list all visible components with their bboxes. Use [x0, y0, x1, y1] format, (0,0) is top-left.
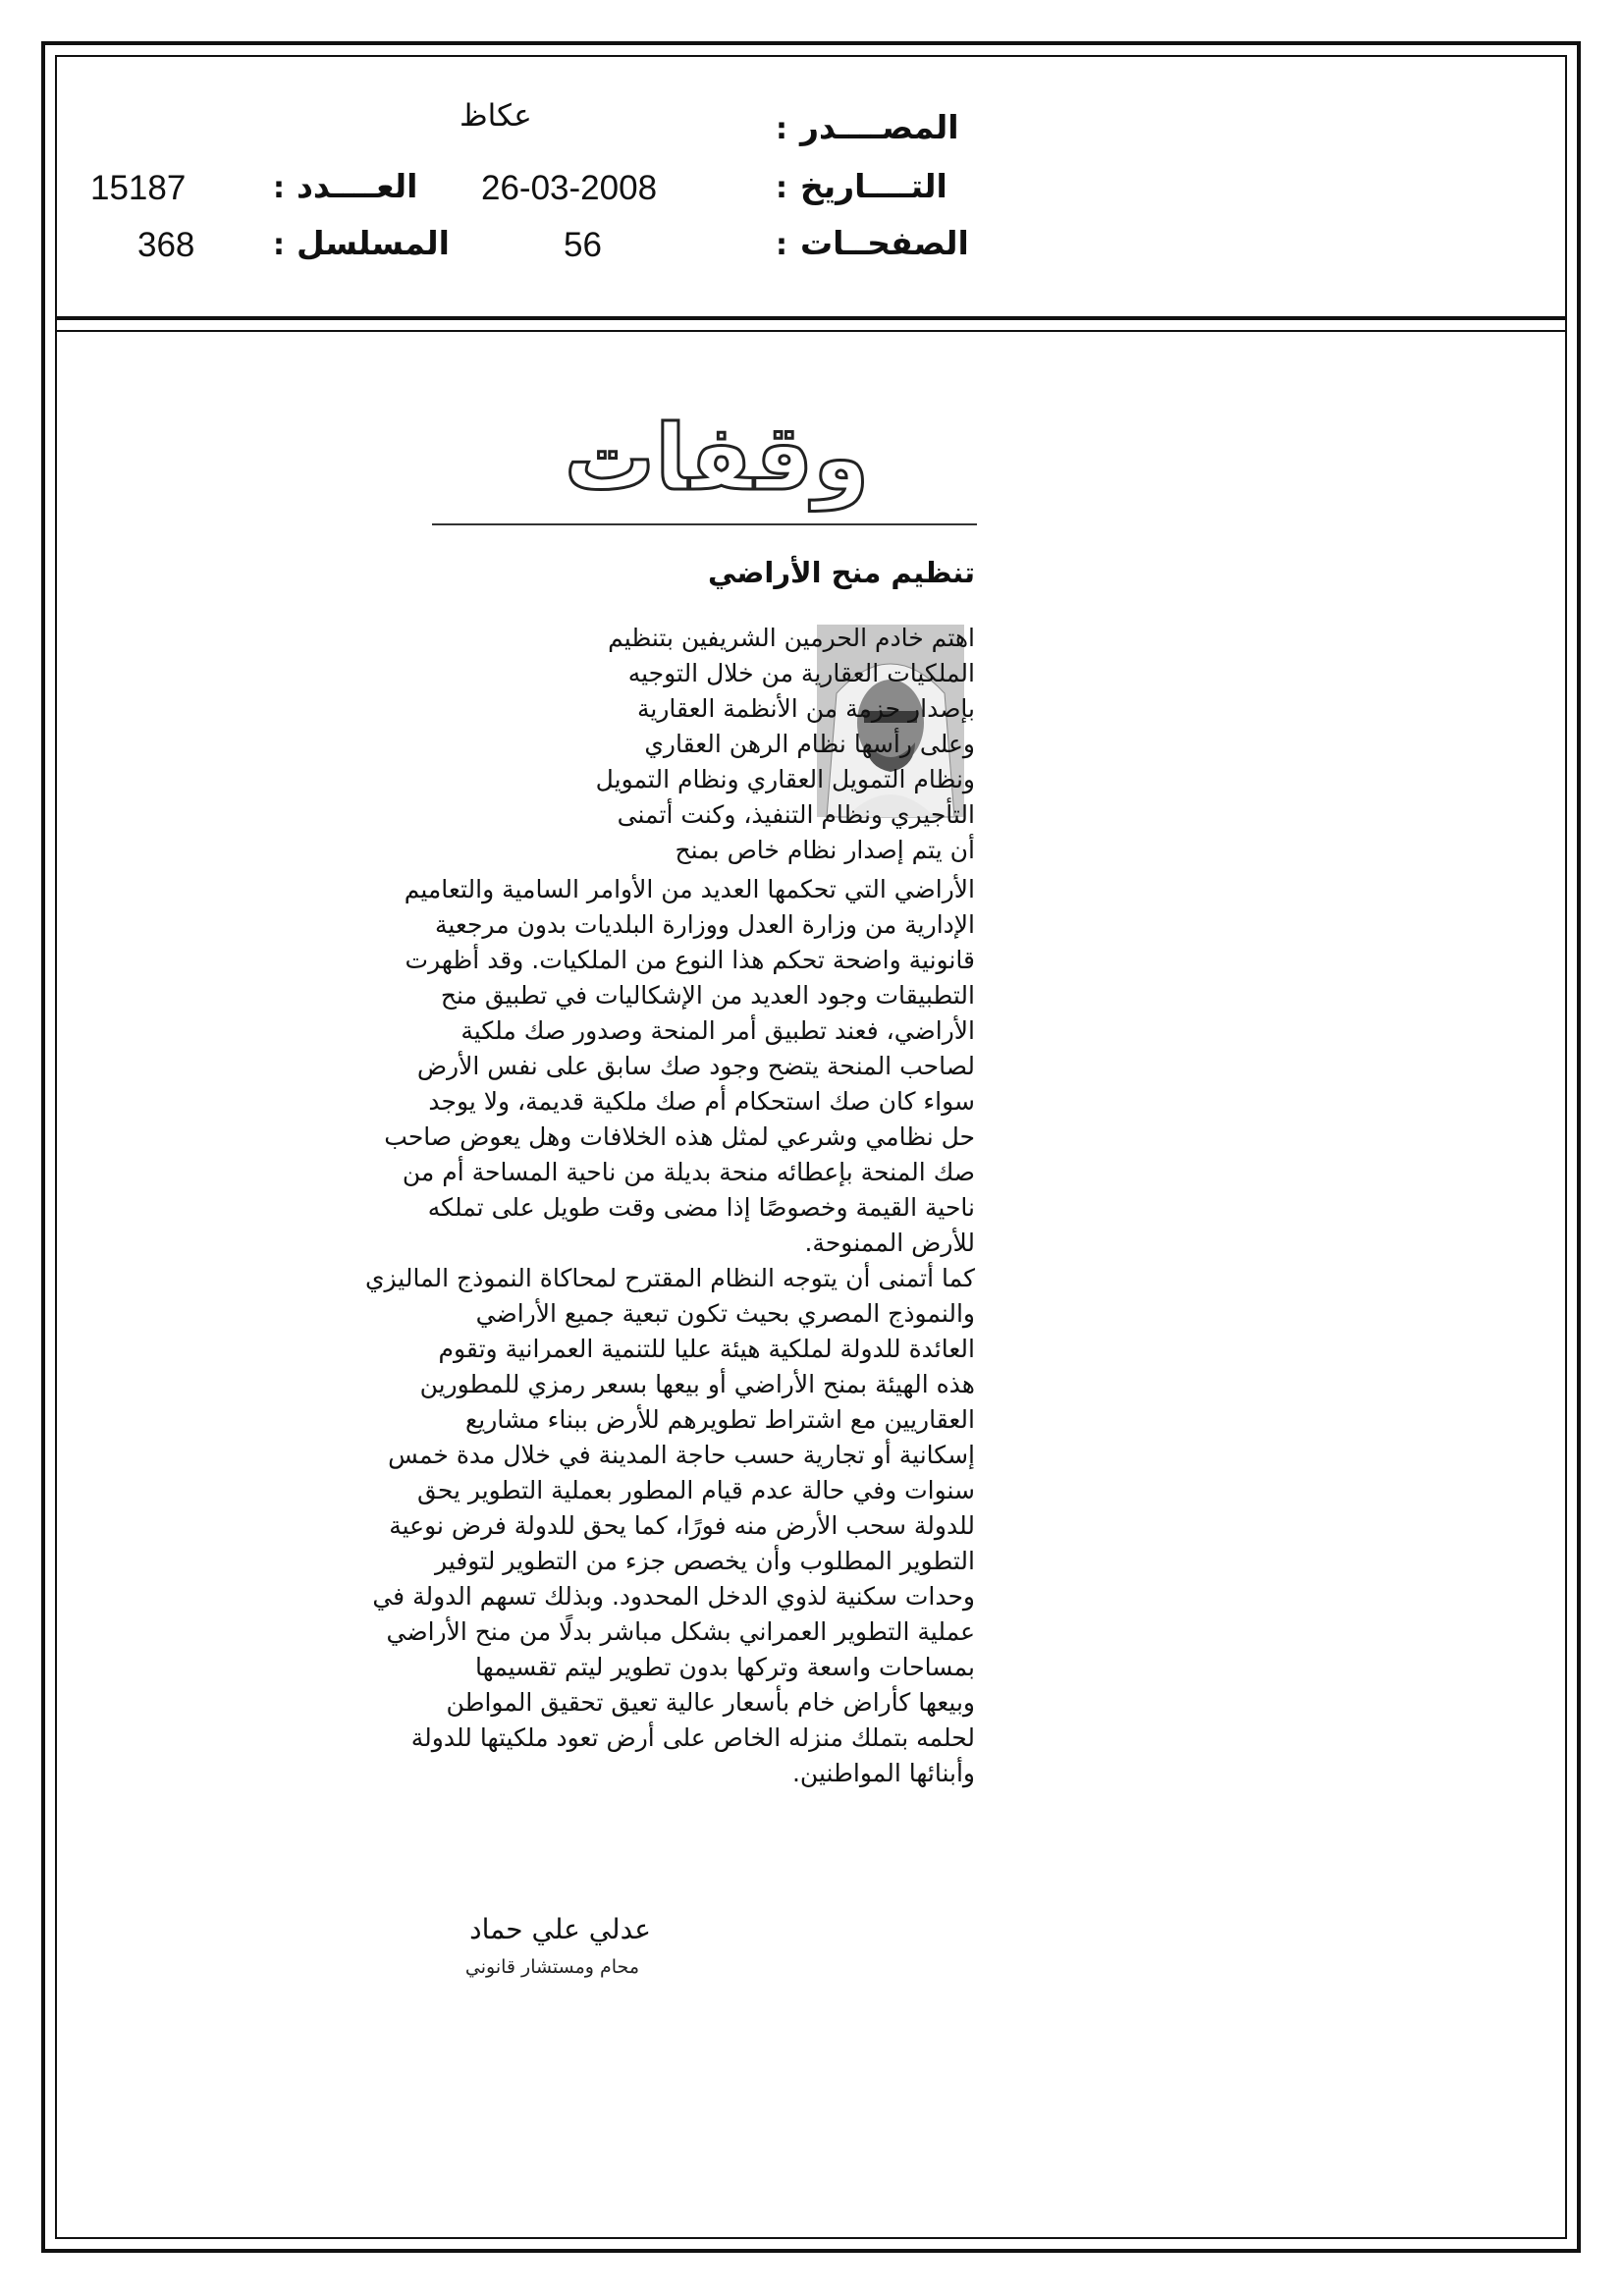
body-line: وأبنائها المواطنين. — [791, 1759, 975, 1787]
body-line: قانونية واضحة تحكم هذا النوع من الملكيات. وقد أظهرت — [405, 946, 975, 974]
pages-label: الصفحــات — [800, 224, 969, 262]
body-line: الملكيات العقارية من خلال التوجيه — [627, 659, 975, 687]
masthead-text: وقفات — [564, 406, 870, 511]
body-line: وبيعها كأراض خام بأسعار عالية تعيق تحقيق المواطن — [446, 1688, 975, 1717]
body-line: إسكانية أو تجارية حسب حاجة المدينة في خلال مدة خمس — [388, 1441, 975, 1469]
body-line: الأراضي التي تحكمها العديد من الأوامر السامية والتعاميم — [404, 875, 975, 903]
body-line: الأراضي، فعند تطبيق أمر المنحة وصدور صك ملكية — [460, 1016, 975, 1045]
article-body-wide — [365, 872, 975, 1791]
body-line: العائدة للدولة لملكية هيئة عليا للتنمية العمرانية وتقوم — [438, 1335, 975, 1363]
issue-label: العــــدد — [297, 167, 418, 205]
body-line: وحدات سكنية لذوي الدخل المحدود. وبذلك تسهم الدولة في — [372, 1582, 975, 1611]
body-line: وعلى رأسها نظام الرهن العقاري — [644, 730, 975, 758]
issue-colon: : — [273, 171, 285, 205]
body-line: لصاحب المنحة يتضح وجود صك سابق على نفس الأرض — [416, 1052, 975, 1080]
body-line: الإدارية من وزارة العدل ووزارة البلديات بدون مرجعية — [434, 910, 975, 939]
body-line: والنموذج المصري بحيث تكون تبعية جميع الأراضي — [475, 1299, 975, 1328]
body-line: عملية التطوير العمراني بشكل مباشر بدلًا من منح الأراضي — [386, 1617, 975, 1646]
body-line: بإصدار حزمة من الأنظمة العقارية — [636, 694, 975, 723]
source-label: المصــــدر — [800, 108, 959, 146]
pages-value: 56 — [564, 226, 602, 264]
date-colon: : — [776, 171, 787, 205]
source-value: عكاظ — [460, 98, 532, 133]
body-line: التطوير المطلوب وأن يخصص جزء من التطوير لتوفير — [434, 1547, 975, 1575]
body-line: ونظام التمويل العقاري ونظام التمويل — [595, 765, 975, 793]
body-line: العقاريين مع اشتراط تطويرهم للأرض ببناء مشاريع — [464, 1405, 975, 1434]
body-line: سواء كان صك استحكام أم صك ملكية قديمة، ولا يوجد — [428, 1087, 975, 1116]
body-line: التطبيقات وجود العديد من الإشكاليات في تطبيق منح — [440, 981, 975, 1010]
date-value: 26-03-2008 — [481, 169, 658, 207]
issue-value: 15187 — [90, 169, 187, 207]
pages-colon: : — [776, 228, 787, 262]
body-line: للأرض الممنوحة. — [804, 1229, 975, 1257]
source-colon: : — [776, 112, 787, 146]
body-line: كما أتمنى أن يتوجه النظام المقترح لمحاكاة النموذج الماليزي — [364, 1264, 975, 1292]
header-divider — [55, 316, 1567, 320]
body-line: بمساحات واسعة وتركها بدون تطوير ليتم تقسيمها — [475, 1653, 975, 1681]
author-role: محام ومستشار قانوني — [464, 1956, 639, 1978]
body-line: للدولة سحب الأرض منه فورًا، كما يحق للدولة فرض نوعية — [389, 1511, 975, 1540]
serial-label: المسلسل — [297, 224, 450, 262]
header-divider-thin — [55, 330, 1567, 332]
article-title: تنظيم منح الأراضي — [708, 556, 975, 589]
body-line: التأجيري ونظام التنفيذ، وكنت أتمنى — [617, 800, 975, 829]
body-line: ناحية القيمة وخصوصًا إذا مضى وقت طويل على تملكه — [427, 1193, 975, 1222]
serial-value: 368 — [137, 226, 195, 264]
column-masthead — [564, 383, 870, 520]
masthead-rule — [432, 523, 977, 525]
serial-colon: : — [273, 228, 285, 262]
body-line: حل نظامي وشرعي لمثل هذه الخلافات وهل يعوض صاحب — [384, 1122, 975, 1151]
body-line: أن يتم إصدار نظام خاص بمنح — [675, 836, 975, 864]
date-label: التــــاريخ — [800, 167, 947, 205]
body-line: هذه الهيئة بمنح الأراضي أو بيعها بسعر رمزي للمطورين — [419, 1370, 975, 1398]
body-line: صك المنحة بإعطائه منحة بديلة من ناحية المساحة أم من — [402, 1158, 975, 1186]
article-body-narrow — [596, 621, 975, 868]
body-line: اهتم خادم الحرمين الشريفين بتنظيم — [608, 624, 975, 652]
body-line: سنوات وفي حالة عدم قيام المطور بعملية التطوير يحق — [417, 1476, 975, 1504]
author-name: عدلي علي حماد — [469, 1913, 651, 1945]
body-line: لحلمه بتملك منزله الخاص على أرض تعود ملكيتها للدولة — [410, 1723, 975, 1752]
